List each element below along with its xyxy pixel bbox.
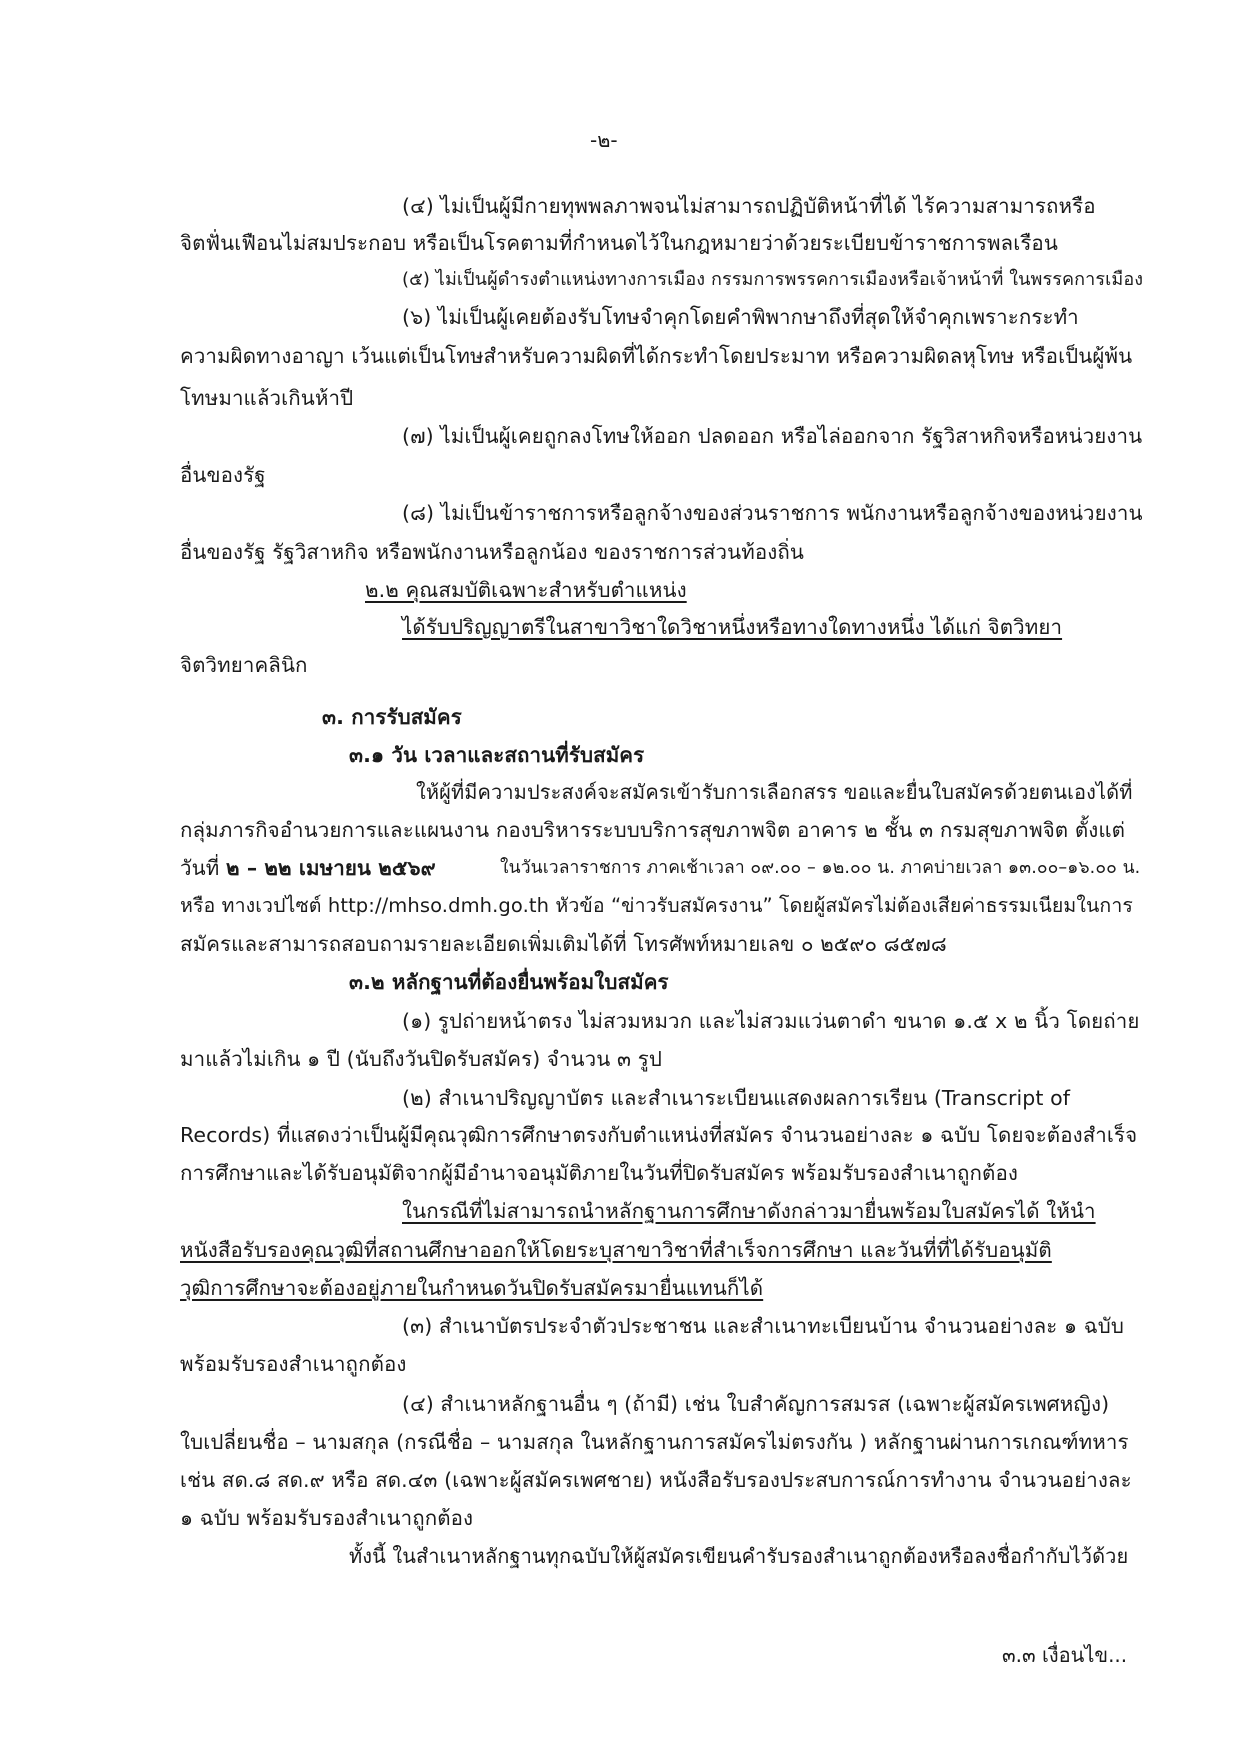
- section-3-1-line-3: [180, 853, 436, 883]
- next-section-marker: ๓.๓ เงื่อนไข...: [1002, 1643, 1128, 1667]
- qualification-7-line-1: (๗) ไม่เป็นผู้เคยถูกลงโทษให้ออก ปลดออก หรือไล่ออกจาก รัฐวิสาหกิจหรือหน่วยงาน: [402, 424, 1143, 448]
- qualification-6-line-3: โทษมาแล้วเกินห้าปี: [180, 386, 354, 410]
- application-date-range: ๒ – ๒๒ เมษายน ๒๕๖๙: [225, 856, 436, 880]
- page-number: -๒-: [590, 128, 618, 152]
- certification-note: ทั้งนี้ ในสำเนาหลักฐานทุกฉบับให้ผู้สมัครเขียนคำรับรองสำเนาถูกต้องหรือลงชื่อกำกับไว้ด้วย: [349, 1544, 1129, 1568]
- section-3-1-line-3-times: ในวันเวลาราชการ ภาคเช้าเวลา ๐๙.๐๐ – ๑๒.๐๐ น. ภาคบ่ายเวลา ๑๓.๐๐–๑๖.๐๐ น.: [500, 858, 1141, 878]
- document-2-line-1: (๒) สำเนาปริญญาบัตร และสำเนาระเบียนแสดงผลการเรียน (Transcript of: [402, 1086, 1071, 1110]
- section-3-1-line-1: ให้ผู้ที่มีความประสงค์จะสมัครเข้ารับการเลือกสรร ขอและยื่นใบสมัครด้วยตนเองได้ที่: [416, 780, 1133, 804]
- document-4-line-1: (๔) สำเนาหลักฐานอื่น ๆ (ถ้ามี) เช่น ใบสำคัญการสมรส (เฉพาะผู้สมัครเพศหญิง): [402, 1392, 1110, 1416]
- qualification-8-line-1: (๘) ไม่เป็นข้าราชการหรือลูกจ้างของส่วนราชการ พนักงานหรือลูกจ้างของหน่วยงาน: [402, 501, 1143, 525]
- document-2-line-3: การศึกษาและได้รับอนุมัติจากผู้มีอำนาจอนุมัติภายในวันที่ปิดรับสมัคร พร้อมรับรองสำเนาถูกต้อง: [180, 1161, 1018, 1185]
- section-2-2-heading: ๒.๒ คุณสมบัติเฉพาะสำหรับตำแหน่ง: [365, 578, 687, 602]
- document-2-line-2: Records) ที่แสดงว่าเป็นผู้มีคุณวุฒิการศึกษาตรงกับตำแหน่งที่สมัคร จำนวนอย่างละ ๑ ฉบับ โดยจะต้องสำเร็จ: [180, 1123, 1138, 1147]
- document-2-note-line-3: วุฒิการศึกษาจะต้องอยู่ภายในกำหนดวันปิดรับสมัครมายื่นแทนก็ได้: [180, 1276, 764, 1300]
- qualification-8-line-2: อื่นของรัฐ รัฐวิสาหกิจ หรือพนักงานหรือลูกน้อง ของราชการส่วนท้องถิ่น: [180, 540, 804, 564]
- document-1-line-1: (๑) รูปถ่ายหน้าตรง ไม่สวมหมวก และไม่สวมแว่นตาดำ ขนาด ๑.๕ x ๒ นิ้ว โดยถ่าย: [402, 1009, 1140, 1033]
- date-prefix: วันที่: [180, 856, 226, 880]
- document-1-line-2: มาแล้วไม่เกิน ๑ ปี (นับถึงวันปิดรับสมัคร) จำนวน ๓ รูป: [180, 1047, 662, 1071]
- section-2-2-text-line-2: จิตวิทยาคลินิก: [180, 653, 308, 677]
- qualification-4-line-1: (๔) ไม่เป็นผู้มีกายทุพพลภาพจนไม่สามารถปฏิบัติหน้าที่ได้ ไร้ความสามารถหรือ: [402, 194, 1096, 218]
- section-3-1-heading: ๓.๑ วัน เวลาและสถานที่รับสมัคร: [349, 743, 645, 767]
- section-3-1-line-5: สมัครและสามารถสอบถามรายละเอียดเพิ่มเติมได้ที่ โทรศัพท์หมายเลข ๐ ๒๕๙๐ ๘๕๗๘: [180, 932, 947, 956]
- document-4-line-2: ใบเปลี่ยนชื่อ – นามสกุล (กรณีชื่อ – นามสกุล ในหลักฐานการสมัครไม่ตรงกัน ) หลักฐานผ่านการเกณฑ์ทหาร: [180, 1430, 1129, 1454]
- document-2-note-line-2: หนังสือรับรองคุณวุฒิที่สถานศึกษาออกให้โดยระบุสาขาวิชาที่สำเร็จการศึกษา และวันที่ที่ได้รับอนุมัติ: [180, 1238, 1052, 1262]
- qualification-7-line-2: อื่นของรัฐ: [180, 463, 266, 487]
- qualification-6-line-2: ความผิดทางอาญา เว้นแต่เป็นโทษสำหรับความผิดที่ได้กระทำโดยประมาท หรือความผิดลหุโทษ หรือเป็นผู้พ้น: [180, 344, 1133, 368]
- document-2-note-line-1: ในกรณีที่ไม่สามารถนำหลักฐานการศึกษาดังกล่าวมายื่นพร้อมใบสมัครได้ ให้นำ: [402, 1199, 1096, 1223]
- qualification-5: (๕) ไม่เป็นผู้ดำรงตำแหน่งทางการเมือง กรรมการพรรคการเมืองหรือเจ้าหน้าที่ ในพรรคการเมือง: [402, 269, 1144, 290]
- qualification-4-line-2: จิตฟั่นเฟือนไม่สมประกอบ หรือเป็นโรคตามที่กำหนดไว้ในกฎหมายว่าด้วยระเบียบข้าราชการพลเรือน: [180, 231, 1058, 255]
- document-3-line-1: (๓) สำเนาบัตรประจำตัวประชาชน และสำเนาทะเบียนบ้าน จำนวนอย่างละ ๑ ฉบับ: [402, 1314, 1124, 1338]
- section-3-2-heading: ๓.๒ หลักฐานที่ต้องยื่นพร้อมใบสมัคร: [349, 970, 669, 994]
- qualification-6-line-1: (๖) ไม่เป็นผู้เคยต้องรับโทษจำคุกโดยคำพิพากษาถึงที่สุดให้จำคุกเพราะกระทำ: [402, 305, 1079, 329]
- document-4-line-3: เช่น สด.๘ สด.๙ หรือ สด.๔๓ (เฉพาะผู้สมัครเพศชาย) หนังสือรับรองประสบการณ์การทำงาน จำนวนอย่างละ: [180, 1468, 1132, 1492]
- section-2-2-text-line-1: ได้รับปริญญาตรีในสาขาวิชาใดวิชาหนึ่งหรือทางใดทางหนึ่ง ได้แก่ จิตวิทยา: [402, 615, 1063, 639]
- section-3-heading: ๓. การรับสมัคร: [322, 705, 462, 729]
- section-3-1-line-2: กลุ่มภารกิจอำนวยการและแผนงาน กองบริหารระบบบริการสุขภาพจิต อาคาร ๒ ชั้น ๓ กรมสุขภาพจิต ตั้งแต่: [180, 818, 1126, 842]
- document-3-line-2: พร้อมรับรองสำเนาถูกต้อง: [180, 1352, 407, 1376]
- section-3-1-line-4: หรือ ทางเวปไซต์ http://mhso.dmh.go.th หัวข้อ “ข่าวรับสมัครงาน” โดยผู้สมัครไม่ต้องเสียค่าธรรมเนียมในการ: [180, 894, 1133, 917]
- document-4-line-4: ๑ ฉบับ พร้อมรับรองสำเนาถูกต้อง: [180, 1506, 474, 1530]
